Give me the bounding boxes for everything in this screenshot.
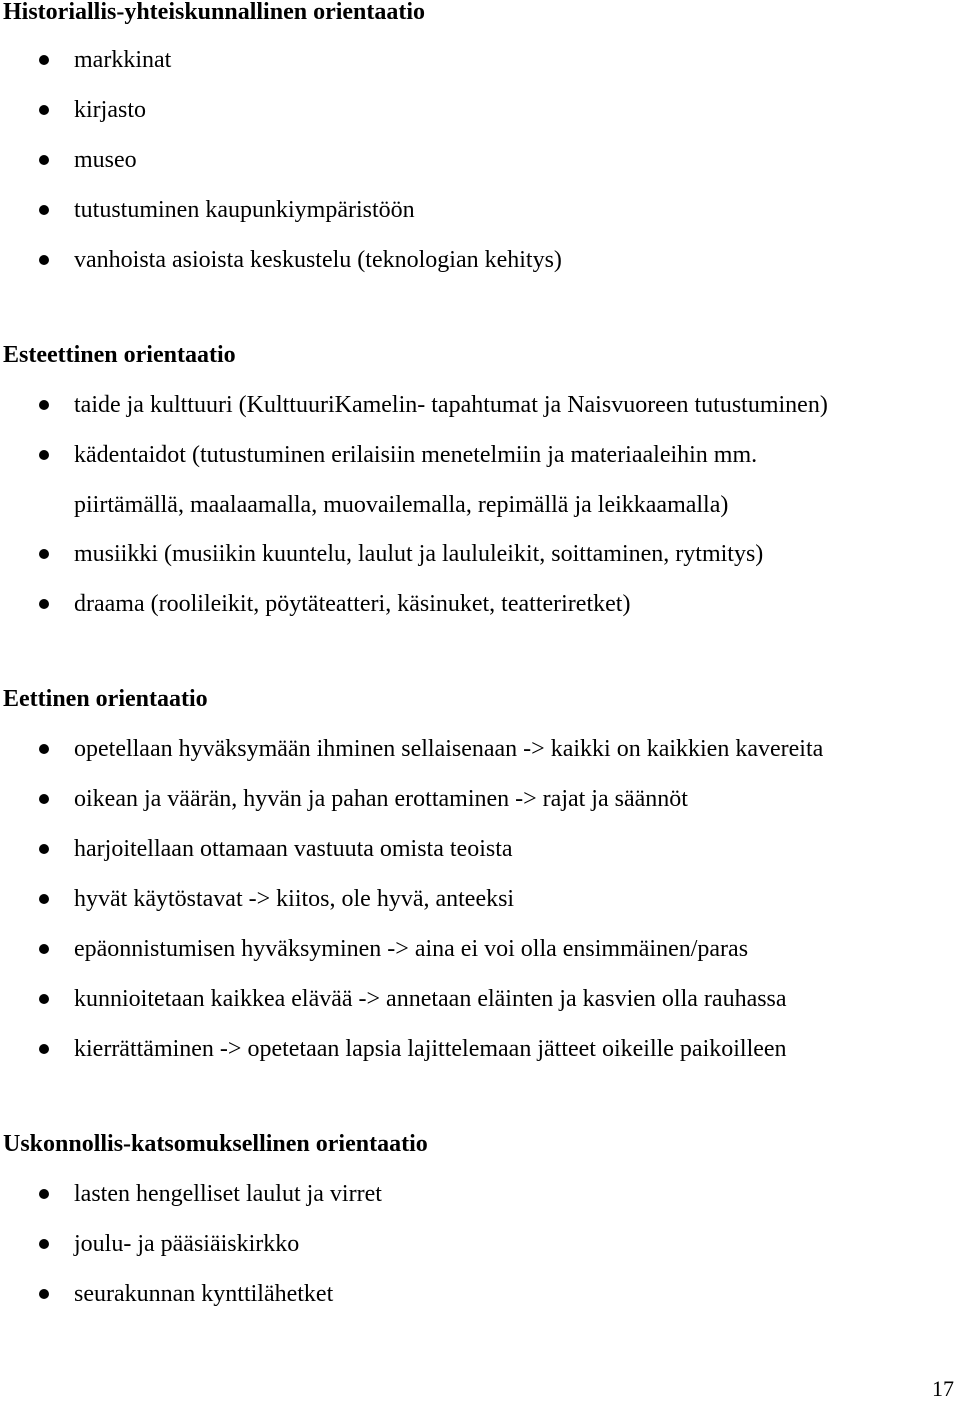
bullet-icon <box>39 744 49 754</box>
bullet-icon <box>39 894 49 904</box>
bullet-icon <box>39 844 49 854</box>
bullet-icon <box>39 55 49 65</box>
list-item-text: kädentaidot (tutustuminen erilaisiin menetelmiin ja materiaaleihin mm. <box>74 442 758 468</box>
list-item-continuation: piirtämällä, maalaamalla, muovailemalla, repimällä ja leikkaamalla) <box>74 492 729 518</box>
bullet-icon <box>39 400 49 410</box>
bullet-icon <box>39 450 49 460</box>
bullet-icon <box>39 994 49 1004</box>
bullet-icon <box>39 255 49 265</box>
bullet-icon <box>39 205 49 215</box>
bullet-icon <box>39 105 49 115</box>
section-heading-historical: Historiallis-yhteiskunnallinen orientaatio <box>3 0 426 25</box>
bullet-icon <box>39 944 49 954</box>
bullet-icon <box>39 794 49 804</box>
section-heading-ethical: Eettinen orientaatio <box>3 686 208 712</box>
section-heading-aesthetic: Esteettinen orientaatio <box>3 342 236 368</box>
section-heading-religious: Uskonnollis-katsomuksellinen orientaatio <box>3 1131 428 1157</box>
bullet-icon <box>39 1189 49 1199</box>
page-number: 17 <box>932 1376 954 1401</box>
bullet-icon <box>39 155 49 165</box>
bullet-icon <box>39 1044 49 1054</box>
bullet-icon <box>39 1289 49 1299</box>
bullet-icon <box>39 599 49 609</box>
bullet-icon <box>39 549 49 559</box>
bullet-icon <box>39 1239 49 1249</box>
